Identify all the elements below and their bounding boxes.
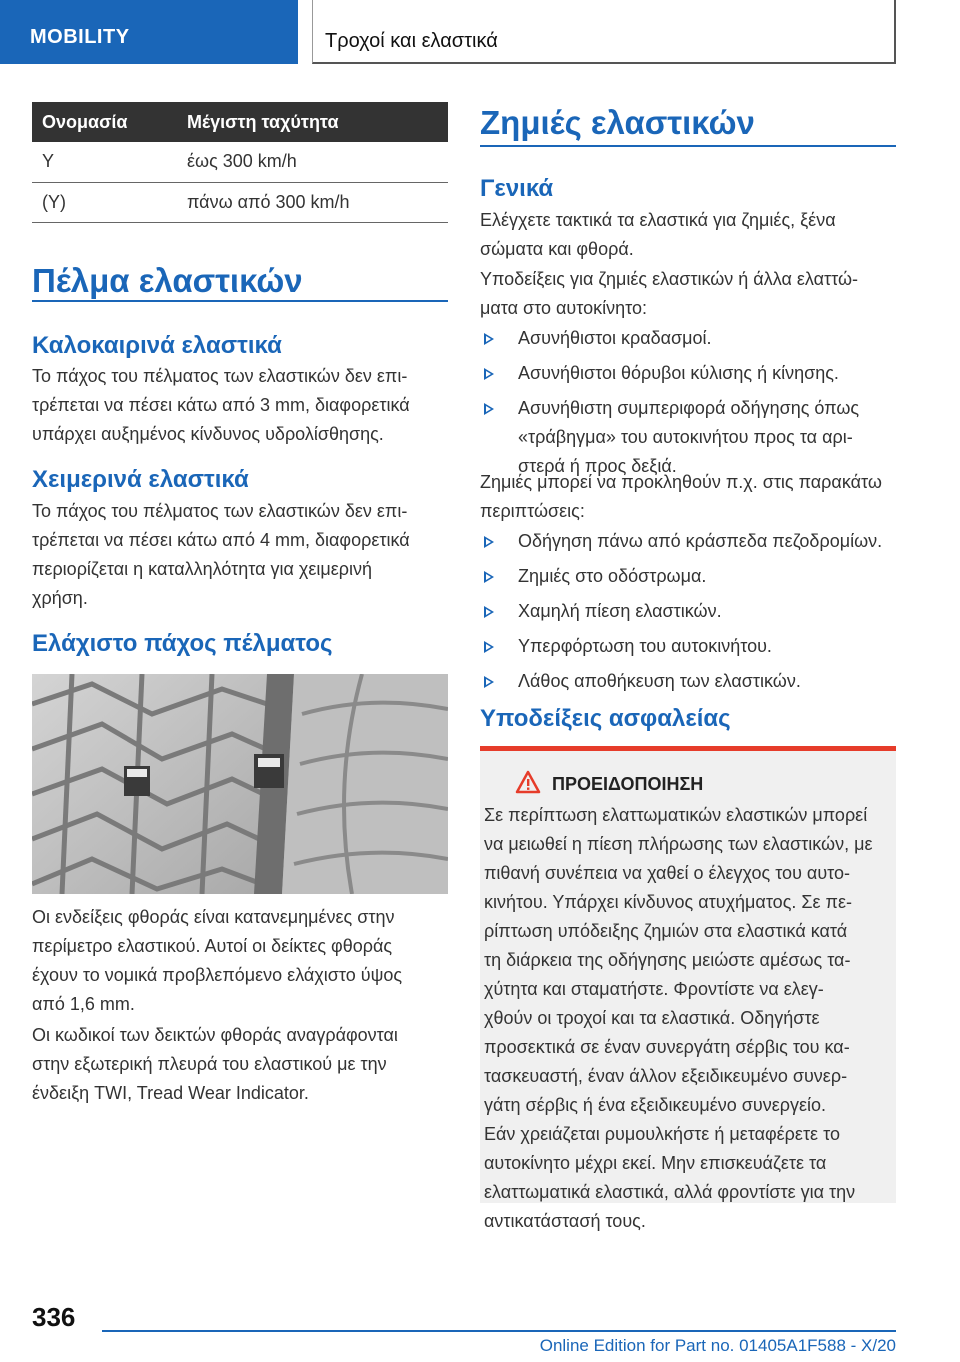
tread-wear-indicator-image <box>32 674 448 894</box>
list-item-text: Ασυνήθιστοι κραδασμοί. <box>518 328 712 348</box>
triangle-bullet-icon <box>484 676 494 688</box>
list-item <box>480 562 900 591</box>
heading-rule <box>32 300 448 302</box>
warning-text <box>484 801 900 1236</box>
triangle-bullet-icon <box>484 606 494 618</box>
general-text-1 <box>480 206 900 264</box>
tire-tread-illustration <box>32 674 448 894</box>
text-line: υπάρχει αυξημένος κίνδυνος υδρολίσθησης. <box>32 424 384 444</box>
table-row <box>32 182 448 222</box>
text-line: κινήτου. Υπάρχει κίνδυνος ατυχήματος. Σε πε- <box>484 892 852 912</box>
list-item-text: «τράβηγμα» του αυτοκινήτου προς τα αρι- <box>518 427 853 447</box>
text-line: αυτοκίνητο μέχρι εκεί. Μην επισκευάζετε τα <box>484 1153 827 1173</box>
text-line: προσεκτικά σε έναν συνεργάτη σέρβις του κα- <box>484 1037 850 1057</box>
text-line: χθούν οι τροχοί και τα ελαστικά. Οδηγήστε <box>484 1008 820 1028</box>
table-cell: έως 300 km/h <box>177 142 448 182</box>
speed-rating-table <box>32 102 448 223</box>
text-line: χύτητα και σταματήστε. Φροντίστε να ελεγ- <box>484 979 824 999</box>
text-line: τρέπεται να πέσει κάτω από 3 mm, διαφορετικά <box>32 395 410 415</box>
heading-rule <box>480 145 896 147</box>
list-item-text: στερά ή προς δεξιά. <box>518 456 677 476</box>
list-item <box>480 359 900 388</box>
chapter-title: Τροχοί και ελαστικά <box>312 0 896 64</box>
text-line: Σε περίπτωση ελαττωματικών ελαστικών μπορεί <box>484 805 868 825</box>
text-line: Οι κωδικοί των δεικτών φθοράς αναγράφονται <box>32 1025 398 1045</box>
list-item <box>480 667 900 696</box>
warning-title: ΠΡΟΕΙΔΟΠΟΙΗΣΗ <box>552 774 704 794</box>
text-line: από 1,6 mm. <box>32 994 135 1014</box>
winter-tires-text <box>32 497 452 613</box>
online-edition-link[interactable]: Online Edition for Part no. 01405A1F588 - X/20 <box>539 1336 896 1355</box>
text-line: γάτη σέρβις ή ένα εξειδικευμένο συνεργείο. <box>484 1095 827 1115</box>
text-line: να μειωθεί η πίεση πλήρωσης των ελαστικών, με <box>484 834 873 854</box>
section-tab: MOBILITY <box>0 0 298 64</box>
list-item-text: Οδήγηση πάνω από κράσπεδα πεζοδρομίων. <box>518 531 883 551</box>
text-line: Το πάχος του πέλματος των ελαστικών δεν επι- <box>32 501 408 521</box>
text-line: χρήση. <box>32 588 88 608</box>
list-item-text: Ασυνήθιστη συμπεριφορά οδήγησης όπως <box>518 398 860 418</box>
text-line: ρίπτωση υπόδειξης ζημιών στα ελαστικά κατά <box>484 921 848 941</box>
general-heading: Γενικά <box>480 175 554 202</box>
wear-indicator-right <box>254 754 284 788</box>
table-cell: Y <box>32 142 177 182</box>
list-item <box>480 324 900 353</box>
list-item-text: Υπερφόρτωση του αυτοκινήτου. <box>518 636 772 656</box>
min-tread-text-1 <box>32 903 452 1019</box>
column-header-max-speed: Μέγιστη ταχύτητα <box>177 102 448 142</box>
table-cell: (Y) <box>32 182 177 222</box>
text-line: περιπτώσεις: <box>480 501 585 521</box>
text-line: τρέπεται να πέσει κάτω από 4 mm, διαφορετικά <box>32 530 410 550</box>
footer-rule <box>102 1330 896 1332</box>
text-line: στην εξωτερική πλευρά του ελαστικού με την <box>32 1054 387 1074</box>
list-item-text: Λάθος αποθήκευση των ελαστικών. <box>518 671 801 691</box>
list-item-text: Χαμηλή πίεση ελαστικών. <box>518 601 722 621</box>
table-row <box>32 142 448 182</box>
triangle-bullet-icon <box>484 368 494 380</box>
warning-triangle-icon <box>515 770 541 794</box>
triangle-bullet-icon <box>484 641 494 653</box>
safety-heading: Υποδείξεις ασφαλείας <box>480 705 731 732</box>
text-line: Το πάχος του πέλματος των ελαστικών δεν επι- <box>32 366 408 386</box>
page-number: 336 <box>32 1302 76 1332</box>
text-line: τη διάρκεια της οδήγησης μειώστε αμέσως τα- <box>484 950 851 970</box>
damage-causes-list <box>480 527 900 702</box>
text-line: περίμετρο ελαστικού. Αυτοί οι δείκτες φθοράς <box>32 936 393 956</box>
tread-heading: Πέλμα ελαστικών <box>32 262 303 299</box>
text-line: περιορίζεται η καταλληλότητα για χειμερινή <box>32 559 373 579</box>
list-item-text: Ζημιές στο οδόστρωμα. <box>518 566 707 586</box>
text-line: ελαττωματικά ελαστικά, αλλά φροντίστε για την <box>484 1182 856 1202</box>
text-line: Ζημιές μπορεί να προκληθούν π.χ. στις παρακάτω <box>480 472 882 492</box>
min-tread-heading: Ελάχιστο πάχος πέλματος <box>32 630 333 657</box>
text-line: αντικατάστασή τους. <box>484 1211 646 1231</box>
triangle-bullet-icon <box>484 571 494 583</box>
min-tread-text-2 <box>32 1021 452 1108</box>
summer-tires-text <box>32 362 452 449</box>
summer-tires-heading: Καλοκαιρινά ελαστικά <box>32 332 282 359</box>
text-line: τασκευαστή, έναν άλλον εξειδικευμένο συνερ- <box>484 1066 848 1086</box>
damage-causes-intro <box>480 468 900 526</box>
triangle-bullet-icon <box>484 536 494 548</box>
text-line: Ελέγχετε τακτικά τα ελαστικά για ζημιές, ξένα <box>480 210 836 230</box>
text-line: Εάν χρειάζεται ρυμουλκήστε ή μεταφέρετε το <box>484 1124 840 1144</box>
triangle-bullet-icon <box>484 333 494 345</box>
text-line: σώματα και φθορά. <box>480 239 634 259</box>
list-item-text: Ασυνήθιστοι θόρυβοι κύλισης ή κίνησης. <box>518 363 839 383</box>
text-line: πιθανή συνέπεια να χαθεί ο έλεγχος του αυτο- <box>484 863 851 883</box>
text-line: ματα στο αυτοκίνητο: <box>480 298 648 318</box>
list-item <box>480 632 900 661</box>
text-line: Οι ενδείξεις φθοράς είναι κατανεμημένες στην <box>32 907 395 927</box>
list-item <box>480 597 900 626</box>
damage-signs-list <box>480 324 900 487</box>
wear-indicator-left <box>124 766 150 796</box>
column-header-designation: Ονομασία <box>32 102 177 142</box>
text-line: ένδειξη TWI, Tread Wear Indicator. <box>32 1083 309 1103</box>
general-text-2 <box>480 265 900 323</box>
table-cell: πάνω από 300 km/h <box>177 182 448 222</box>
list-item <box>480 527 900 556</box>
damage-heading: Ζημιές ελαστικών <box>480 104 755 141</box>
winter-tires-heading: Χειμερινά ελαστικά <box>32 466 249 493</box>
text-line: έχουν το νομικά προβλεπόμενο ελάχιστο ύψος <box>32 965 403 985</box>
table-header-row <box>32 102 448 142</box>
triangle-bullet-icon <box>484 403 494 415</box>
text-line: Υποδείξεις για ζημιές ελαστικών ή άλλα ελαττώ- <box>480 269 859 289</box>
